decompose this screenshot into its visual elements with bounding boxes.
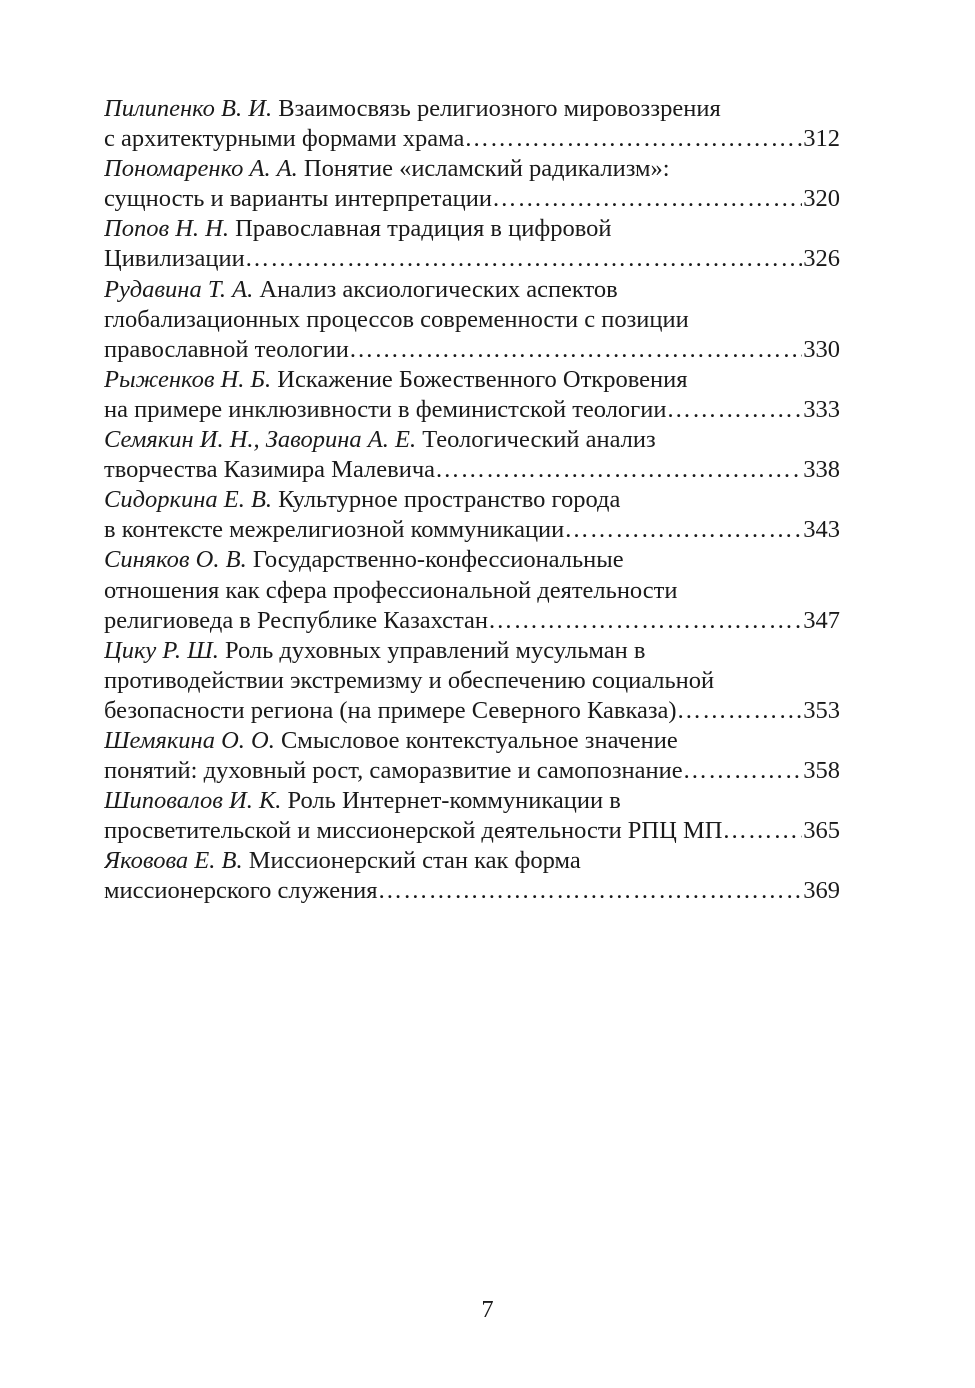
entry-title-line: Культурное пространство города [278,486,621,514]
entry-title-line: отношения как сфера профессиональной деятельности [104,576,678,604]
entry-title-line: Роль Интернет-коммуникации в [287,787,621,815]
entry-title-line: Взаимосвязь религиозного мировоззрения [278,95,721,122]
entry-author: Рыженков Н. Б. [104,365,272,393]
toc-entry [104,545,840,635]
entry-author: Синяков О. В. [104,546,247,574]
entry-author: Шиповалов И. К. [104,787,282,815]
toc-entry [104,154,840,214]
toc-entry [104,425,840,485]
entry-page-number: 353 [803,696,840,724]
dot-leader [378,876,803,906]
toc-entry-first-line [104,636,840,666]
toc-entry-last-line [104,756,840,786]
toc-entry-last-line [104,816,840,846]
entry-page-number: 369 [803,877,840,905]
entry-title-line: понятий: духовный рост, саморазвитие и самопознание [104,757,683,785]
toc-entry-last-line [104,876,840,906]
dot-leader [492,184,802,214]
toc-entry [104,485,840,545]
toc-entry [104,365,840,425]
toc-entry [104,636,840,726]
toc-entry-first-line [104,154,840,184]
toc-entry-first-line [104,786,840,816]
entry-title-line: с архитектурными формами храма [104,125,465,153]
toc-entry-last-line [104,124,840,154]
entry-title-line: в контексте межрелигиозной коммуникации [104,516,565,544]
entry-title-line: сущность и варианты интерпретации [104,185,493,213]
entry-page-number: 358 [803,757,840,785]
entry-page-number: 333 [803,395,840,423]
entry-title-line: Анализ аксиологических аспектов [259,275,618,303]
entry-title-line: Понятие «исламский радикализм»: [303,155,670,183]
entry-title-line: Миссионерский стан как форма [248,847,581,875]
toc-entry [104,275,840,365]
entry-author: Попов Н. Н. [104,215,229,243]
entry-author: Сидоркина Е. В. [104,486,273,514]
toc-entry-first-line [104,425,840,455]
dot-leader [435,455,802,485]
toc-entry-first-line [104,214,840,244]
entry-title-line: Государственно-конфессиональные [252,546,624,574]
toc-entry-last-line [104,696,840,726]
entry-page-number: 326 [803,245,840,273]
entry-page-number: 338 [803,456,840,484]
entry-author: Яковова Е. В. [104,847,243,875]
entry-page-number: 320 [803,185,840,213]
toc-entry-last-line [104,184,840,214]
toc-entry-last-line [104,606,840,636]
dot-leader [464,124,802,154]
entry-title-line: Православная традиция в цифровой [235,215,612,243]
entry-page-number: 330 [803,335,840,363]
toc-entry-first-line [104,485,840,515]
entry-title-line: противодействии экстремизму и обеспечению социальной [104,666,715,694]
entry-title-line: православной теологии [104,335,349,363]
entry-title-line: Искажение Божественного Откровения [277,365,688,393]
toc-entry-first-line [104,275,840,305]
toc-entry [104,846,840,906]
entry-author: Пилипенко В. И. [104,95,273,122]
entry-title-line: безопасности региона (на примере Северного Кавказа) [104,696,677,724]
toc-entry-first-line [104,846,840,876]
entry-title-line: просветительской и миссионерской деятельности РПЦ МП [104,817,723,845]
toc-entry-first-line [104,365,840,395]
toc-entry-last-line [104,335,840,365]
toc-entry-first-line [104,94,840,124]
entry-page-number: 312 [803,125,840,153]
entry-title-line: творчества Казимира Малевича [104,456,436,484]
entry-title-line: Роль духовных управлений мусульман в [224,636,646,664]
toc-entry-last-line [104,515,840,545]
dot-leader [666,395,802,425]
dot-leader [722,816,802,846]
page-number: 7 [481,1296,494,1323]
entry-title-line: миссионерского служения [104,877,378,905]
toc-entry [104,214,840,274]
toc-entry-last-line [104,455,840,485]
dot-leader [683,756,803,786]
entry-author: Пономаренко А. А. [104,155,298,183]
entry-author: Рудавина Т. А. [104,275,254,303]
dot-leader [245,244,803,274]
table-of-contents [104,94,840,907]
dot-leader [677,696,803,726]
toc-entry-first-line [104,545,840,575]
toc-entry [104,94,840,154]
entry-author: Шемякина О. О. [104,726,275,754]
entry-author: Семякин И. Н., Заворина А. Е. [104,426,417,454]
entry-author: Цику Р. Ш. [104,636,219,664]
entry-title-line: Теологический анализ [422,426,656,454]
toc-entry [104,786,840,846]
entry-title-line: Смысловое контекстуальное значение [280,726,678,754]
toc-entry-last-line [104,244,840,274]
entry-title-line: религиоведа в Республике Казахстан [104,606,489,634]
entry-page-number: 347 [803,606,840,634]
dot-leader [564,515,802,545]
dot-leader [488,606,802,636]
entry-page-number: 365 [803,817,840,845]
toc-entry [104,726,840,786]
toc-entry-last-line [104,395,840,425]
toc-entry-first-line [104,726,840,756]
entry-title-line: Цивилизации [104,245,245,273]
entry-page-number: 343 [803,516,840,544]
dot-leader [349,335,802,365]
entry-title-line: на примере инклюзивности в феминистской теологии [104,395,667,423]
entry-title-line: глобализационных процессов современности с позиции [104,305,689,333]
